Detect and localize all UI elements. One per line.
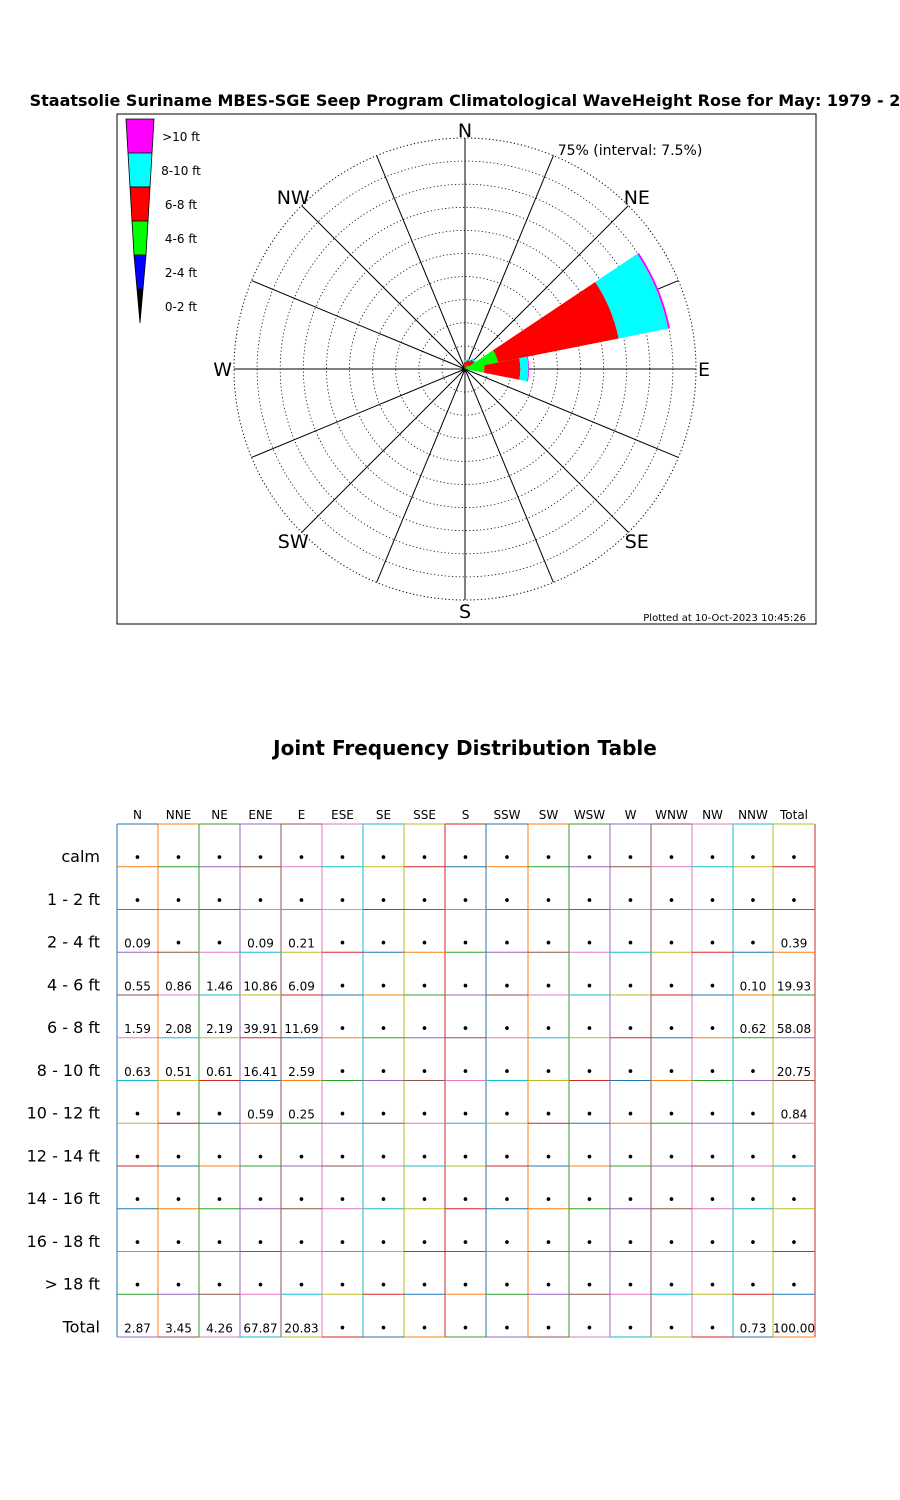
table-cell: •	[215, 1193, 224, 1208]
table-cell: •	[749, 936, 757, 952]
table-col-header-nnw: NNW	[738, 808, 768, 822]
table-cell: •	[133, 1150, 142, 1166]
table-cell: •	[379, 936, 388, 952]
table-cell: •	[174, 893, 183, 909]
table-cell: •	[256, 1235, 265, 1251]
table-col-header-ne: NE	[211, 808, 228, 822]
table-col-header-ene: ENE	[248, 808, 273, 822]
table-col-header-total: Total	[779, 808, 809, 822]
rose-scale-label: 75% (interval: 7.5%)	[557, 143, 703, 159]
table-cell: •	[790, 1150, 798, 1166]
table-cell: •	[790, 1278, 798, 1294]
table-cell: •	[585, 1022, 594, 1037]
table-cell: •	[626, 1064, 635, 1080]
table-cell: 3.45	[165, 1321, 192, 1336]
table-cell: •	[585, 851, 594, 866]
table-cell: •	[461, 1022, 470, 1037]
table-cell: •	[338, 1235, 347, 1251]
table-cell: •	[790, 1193, 798, 1208]
table-cell: •	[133, 1193, 142, 1208]
table-cell: •	[503, 1150, 511, 1166]
rose-wedge-e-3	[519, 357, 528, 382]
table-cell: •	[626, 1022, 635, 1037]
compass-label-s: S	[458, 601, 472, 623]
table-cell: •	[708, 1022, 717, 1037]
rose-spoke	[377, 369, 465, 582]
table-cell: •	[585, 936, 594, 952]
table-cell: 0.21	[288, 936, 315, 951]
table-cell: •	[585, 1235, 594, 1251]
table-cell: •	[338, 1064, 347, 1080]
table-cell: •	[338, 1193, 347, 1208]
table-cell: •	[379, 893, 388, 909]
table-row-label: 16 - 18 ft	[26, 1231, 100, 1251]
table-cell: •	[379, 851, 388, 866]
table-cell: •	[626, 1278, 635, 1294]
table-cell: •	[626, 1150, 635, 1166]
compass-label-e: E	[698, 359, 711, 381]
table-cell: •	[133, 1107, 142, 1123]
table-cell: 0.25	[288, 1107, 315, 1122]
table-cell: 11.69	[284, 1022, 319, 1036]
table-cell: 0.55	[124, 979, 151, 994]
rose-wedges	[463, 253, 670, 382]
table-cell: •	[215, 893, 224, 909]
table-cell: •	[749, 1193, 757, 1208]
table-cell: •	[338, 1278, 347, 1294]
table-cell: •	[338, 851, 347, 866]
table-cell: •	[667, 1107, 676, 1123]
table-cell: •	[708, 851, 717, 866]
table-cell: •	[708, 936, 717, 952]
table-cell: •	[503, 893, 511, 909]
rose-spoke	[302, 369, 465, 532]
table-cell: •	[338, 979, 347, 995]
table-cell: 67.87	[243, 1321, 278, 1336]
table-col-header-sw: SW	[538, 808, 559, 822]
compass-label-sw: SW	[277, 530, 309, 553]
table-cell: •	[790, 1235, 798, 1251]
table-cell: •	[338, 1107, 347, 1123]
table-row-label: 10 - 12 ft	[26, 1103, 100, 1123]
table-cell: 58.08	[776, 1022, 812, 1036]
rose-spoke	[465, 369, 553, 582]
table-cell: •	[544, 1107, 553, 1123]
table-cell: •	[544, 1321, 553, 1337]
table-col-header-wnw: WNW	[655, 808, 688, 822]
table-cell: •	[544, 851, 553, 866]
rose-plotted-at: Plotted at 10-Oct-2023 10:45:26	[643, 613, 806, 624]
table-cell: •	[215, 1107, 224, 1123]
table-col-header-wsw: WSW	[573, 808, 606, 822]
table-cell: •	[626, 893, 635, 909]
table-col-header-ssw: SSW	[493, 808, 521, 822]
legend-swatch-0	[126, 119, 154, 153]
table-cell: •	[708, 1193, 717, 1208]
table-cell: •	[461, 1193, 470, 1208]
table-cell: •	[708, 1321, 717, 1337]
rose-spoke	[252, 369, 465, 457]
table-cell: •	[708, 893, 717, 909]
table-cell: 20.83	[284, 1321, 319, 1336]
table-cell: 0.51	[165, 1064, 192, 1079]
table-cell: •	[667, 1321, 676, 1337]
table-row-label: 6 - 8 ft	[46, 1018, 100, 1037]
table-cell: •	[667, 1193, 676, 1208]
table-col-header-nw: NW	[702, 808, 723, 822]
table-cell: •	[544, 1235, 553, 1251]
legend-label-0: >10 ft	[162, 130, 200, 144]
table-cell: •	[174, 851, 183, 866]
table-cell: •	[585, 1278, 594, 1294]
table-cell: •	[420, 1107, 429, 1123]
compass-label-ne: NE	[623, 187, 650, 210]
table-cell: •	[420, 1278, 429, 1294]
table-cell: •	[420, 936, 429, 952]
table-cell: •	[503, 1107, 511, 1123]
table-cell: 19.93	[776, 979, 812, 994]
rose-spoke	[302, 206, 465, 369]
table-cell: •	[749, 893, 757, 909]
table-cell: •	[420, 851, 429, 866]
table-cell: •	[420, 1235, 429, 1251]
legend-label-3: 4-6 ft	[164, 232, 198, 246]
table-cell: •	[544, 1193, 553, 1208]
table-cell: •	[708, 1278, 717, 1294]
legend-swatch-2	[130, 187, 150, 221]
rose-spoke	[252, 281, 465, 369]
table-cell: •	[215, 851, 224, 866]
table-cell: 2.08	[165, 1022, 192, 1036]
table-cell: •	[461, 893, 470, 909]
table-col-header-ese: ESE	[331, 808, 354, 822]
rose-wedge-n-3	[463, 360, 466, 362]
table-col-header-w: W	[624, 808, 637, 822]
table-cell: •	[379, 1278, 388, 1294]
table-cell: •	[708, 1150, 717, 1166]
compass-label-w: W	[213, 359, 232, 381]
table-row-label: 14 - 16 ft	[26, 1189, 100, 1208]
table-cell: 2.87	[124, 1321, 151, 1336]
table-cell: •	[338, 1321, 347, 1337]
legend-swatch-4	[134, 255, 146, 289]
table-cell: •	[667, 936, 676, 952]
table-cell: •	[749, 1064, 757, 1080]
rose-spoke	[465, 369, 678, 457]
table-cell: •	[626, 979, 635, 995]
table-cell: •	[174, 1150, 183, 1166]
table-cell: •	[667, 1022, 676, 1037]
table-cell: •	[174, 936, 183, 952]
table-cell: •	[544, 1064, 553, 1080]
table-row-label: 1 - 2 ft	[46, 889, 100, 909]
table-cell: •	[420, 1022, 429, 1037]
table-cell: •	[379, 979, 388, 995]
table-cell: •	[544, 893, 553, 909]
table-cell: •	[708, 979, 717, 995]
table-cell: 1.46	[206, 979, 233, 994]
table-cell: •	[544, 979, 553, 995]
table-cell: •	[256, 1193, 265, 1208]
table-cell: 0.73	[739, 1321, 767, 1336]
table-cell: 16.41	[243, 1064, 278, 1079]
table-cell: •	[215, 1150, 224, 1166]
table-cell: •	[626, 851, 635, 866]
table-cell: •	[420, 1064, 429, 1080]
table-cell: 0.59	[247, 1107, 274, 1122]
table-cell: •	[174, 1278, 183, 1294]
table-cell: •	[585, 1107, 594, 1123]
table-cell: •	[133, 1278, 142, 1294]
table-cell: •	[215, 936, 224, 952]
table-cell: •	[749, 1107, 757, 1123]
table-cell: •	[585, 893, 594, 909]
table-cell: •	[297, 1235, 306, 1251]
table-cell: 2.19	[206, 1022, 233, 1036]
table-cell: •	[585, 979, 594, 995]
table-cell: •	[461, 936, 470, 952]
table-cell: •	[338, 1022, 347, 1037]
table-cell: •	[297, 1193, 306, 1208]
legend-label-4: 2-4 ft	[164, 266, 198, 280]
table-cell: •	[379, 1022, 388, 1037]
table-cell: •	[256, 1150, 265, 1166]
table-row-label: > 18 ft	[44, 1274, 100, 1294]
legend-label-5: 0-2 ft	[164, 300, 198, 314]
table-cell: 100.00	[773, 1321, 815, 1336]
legend-swatch-3	[132, 221, 148, 255]
table-cell: •	[379, 1150, 388, 1166]
table-cell: 0.61	[206, 1064, 233, 1079]
table-cell: •	[708, 1235, 717, 1251]
table-cell: •	[420, 893, 429, 909]
table-row-label: 2 - 4 ft	[46, 932, 100, 952]
table-cell: •	[544, 936, 553, 952]
table-cell: •	[585, 1150, 594, 1166]
table-cell: •	[749, 1235, 757, 1251]
table-cell: •	[503, 1321, 511, 1337]
table-cell: •	[626, 1235, 635, 1251]
table-body	[27, 847, 815, 1336]
table-cell: •	[626, 1321, 635, 1337]
table-row-label: 8 - 10 ft	[36, 1060, 100, 1080]
table-cell: •	[585, 1321, 594, 1337]
table-cell: •	[174, 1235, 183, 1251]
table-cell: •	[133, 1235, 142, 1251]
table-cell: •	[667, 851, 676, 866]
table-cell: 20.75	[776, 1064, 812, 1079]
table-cell: •	[461, 1321, 470, 1337]
table-col-header-se: SE	[375, 808, 392, 822]
rose-spoke	[465, 369, 628, 532]
table-cell: •	[585, 1064, 594, 1080]
table-cell: •	[215, 1278, 224, 1294]
table-cell: •	[544, 1278, 553, 1294]
table-cell: •	[626, 1107, 635, 1123]
table-cell: •	[297, 1278, 306, 1294]
rose-compass-labels	[213, 120, 710, 623]
table-title: Joint Frequency Distribution Table	[273, 736, 657, 760]
table-cell: •	[133, 893, 142, 909]
table-cell: •	[503, 936, 511, 952]
table-cell: •	[461, 1107, 470, 1123]
table-cell: •	[667, 1278, 676, 1294]
rose-legend	[126, 119, 201, 323]
table-cell: •	[379, 1107, 388, 1123]
table-row-label: calm	[61, 847, 100, 866]
compass-label-nw: NW	[276, 187, 310, 210]
table-cell: •	[503, 1193, 511, 1208]
rose-spoke	[377, 156, 465, 369]
table-cell: 0.62	[739, 1022, 767, 1036]
legend-label-2: 6-8 ft	[164, 198, 198, 212]
table-cell: •	[297, 893, 306, 909]
table-col-header-n: N	[133, 808, 142, 822]
table-cell: •	[133, 851, 142, 866]
table-cell: •	[667, 1064, 676, 1080]
table-cell: •	[749, 1278, 757, 1294]
table-cell: •	[626, 1193, 635, 1208]
table-cell: 39.91	[243, 1022, 278, 1036]
table-cell: •	[667, 1150, 676, 1166]
table-cell: 0.86	[165, 979, 192, 994]
legend-label-1: 8-10 ft	[161, 164, 201, 178]
table-cell: •	[585, 1193, 594, 1208]
table-cell: •	[379, 1235, 388, 1251]
table-cell: •	[461, 1064, 470, 1080]
table-cell: •	[338, 893, 347, 909]
table-cell: •	[749, 851, 757, 866]
table-cell: •	[256, 1278, 265, 1294]
table-cell: 6.09	[288, 979, 315, 994]
compass-label-n: N	[457, 120, 473, 142]
table-cell: •	[379, 1193, 388, 1208]
table-col-header-sse: SSE	[413, 808, 436, 822]
table-row-label: 4 - 6 ft	[46, 975, 100, 995]
table-cell: 0.63	[124, 1064, 151, 1079]
compass-label-se: SE	[624, 530, 649, 553]
table-cell: •	[297, 851, 306, 866]
table-cell: •	[461, 1235, 470, 1251]
legend-swatch-1	[128, 153, 152, 187]
table-cell: •	[503, 1235, 511, 1251]
table-cell: •	[503, 1278, 511, 1294]
table-cell: •	[379, 1064, 388, 1080]
table-col-header-e: E	[297, 808, 306, 822]
table-cell: •	[174, 1193, 183, 1208]
table-cell: •	[461, 1278, 470, 1294]
table-col-header-s: S	[461, 808, 470, 822]
table-cell: •	[708, 1107, 717, 1123]
table-cell: •	[544, 1150, 553, 1166]
table-cell: 2.59	[288, 1064, 315, 1079]
table-cell: 10.86	[243, 979, 278, 994]
table-header	[133, 808, 808, 822]
table-cell: 1.59	[124, 1022, 151, 1036]
table-cell: •	[626, 936, 635, 952]
table-cell: •	[790, 893, 798, 909]
table-cell: •	[667, 893, 676, 909]
table-cell: •	[790, 851, 798, 866]
table-cell: •	[503, 1064, 511, 1080]
table-cell: •	[174, 1107, 183, 1123]
table-cell: •	[420, 1150, 429, 1166]
table-cell: 4.26	[206, 1321, 233, 1336]
table-col-header-nne: NNE	[165, 808, 192, 822]
rose-title: Staatsolie Suriname MBES-SGE Seep Program Climatological WaveHeight Rose for May: 1979 - 2	[29, 91, 900, 110]
table-cell: •	[667, 1235, 676, 1251]
table-cell: •	[215, 1235, 224, 1251]
table-cell: •	[503, 979, 511, 995]
table-cell: •	[297, 1150, 306, 1166]
table-cell: •	[420, 1321, 429, 1337]
table-cell: 0.09	[124, 936, 151, 951]
table-cell: •	[749, 1150, 757, 1166]
table-cell: •	[461, 851, 470, 866]
table-cell: •	[256, 851, 265, 866]
table-cell: 0.09	[247, 936, 274, 951]
table-row-label: 12 - 14 ft	[26, 1146, 100, 1166]
table-cell: •	[338, 936, 347, 952]
table-cell: •	[461, 979, 470, 995]
table-cell: •	[461, 1150, 470, 1166]
legend-swatch-5	[137, 289, 143, 323]
table-cell: 0.84	[780, 1107, 808, 1122]
table-cell: •	[338, 1150, 347, 1166]
table-cell: •	[503, 1022, 511, 1037]
table-cell: 0.10	[739, 979, 767, 994]
table-cell: •	[420, 1193, 429, 1208]
table-cell: •	[708, 1064, 717, 1080]
table-cell: •	[667, 979, 676, 995]
table-cell: 0.39	[780, 936, 808, 951]
table-cell: •	[379, 1321, 388, 1337]
table-cell: •	[420, 979, 429, 995]
table-cell: •	[503, 851, 511, 866]
table-cell: •	[544, 1022, 553, 1037]
table-cell: •	[256, 893, 265, 909]
table-row-label: Total	[62, 1317, 100, 1337]
